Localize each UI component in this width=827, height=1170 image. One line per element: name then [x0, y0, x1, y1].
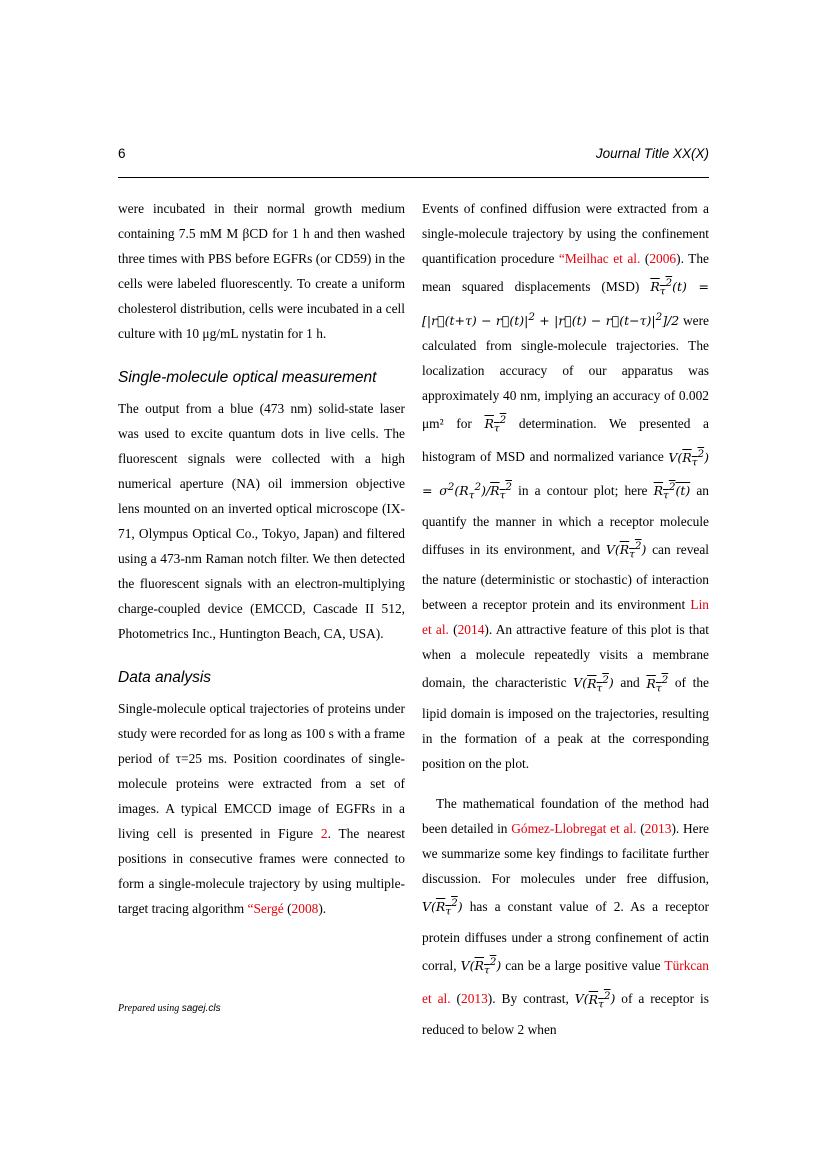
citation-year-link[interactable]: 2013 [461, 991, 488, 1007]
paragraph: The mathematical foundation of the method had been detailed in Gómez-Llobregat et al. (2013). Here we summarize some key findings to facilitate further discussion. For molecules under free diffusion, $V(R_\tau^2)$ has a constant value of 2. As a receptor protein diffuses under a strong confinement of actin corral, $V(R_\tau^2)$ can be a large positive value Türkcan et al. (2013). By contrast, $V(R_\tau^2)$ of a receptor is reduced to below 2 when [422, 796, 710, 1038]
paragraph: Single-molecule optical trajectories of proteins under study were recorded for as long as 100 s with a frame period of τ=25 ms. Position coordinates of single-molecule proteins were extracted from a set of images. A typical EMCCD image of EGFRs in a living cell is presented in Figure 2. The nearest positions in consecutive frames were connected to form a single-molecule trajectory by using multiple-target tracing algorithm “Sergé (2008). [118, 701, 405, 916]
msd-equation: $R_\tau^2(t)$ = [|r⃗(t+τ) − $r⃗(t)|^2$ + |r⃗(t) − $r⃗(t-\tau)|^2]/2$ [422, 277, 709, 328]
math-inline: $R_\tau^2$ [484, 413, 507, 435]
citation-year-link[interactable]: 2006 [649, 251, 677, 266]
paragraph: Events of confined diffusion were extracted from a single-molecule trajectory by using the confinement quantification procedure “Meilhac et al. (2006). The mean squared displacements (MSD) $R_\tau^2(t)$ = [|r⃗(t+τ) − $r⃗(t)|^2$ + |r⃗(t) − $r⃗(t-\tau)|^2]/2$ were calculated from single-molecule trajectories. The localization accuracy of our apparatus was approximately 40 nm, implying an accuracy of 0.002 μm² for $R_\tau^2$ determination. We presented a histogram of MSD and normalized variance $V(R_\tau^2) = \sigma^2(R_\tau^2)/R_\tau^2$ in a contour plot; here $R_\tau^2(t)$ an quantify the manner in which a receptor molecule diffuses in its environment, and $V(R_\tau^2)$ can reveal the nature (deterministic or stochastic) of interaction between a receptor protein and its environment Lin et al. (2014). An attractive feature of this plot is that when a molecule repeatedly visits a membrane domain, the characteristic $V(R_\tau^2)$ and $R_\tau^2$ of the lipid domain is imposed on the trajectories, resulting in the formation of a peak at the corresponding position on the plot. [422, 201, 709, 772]
citation-link[interactable]: “Sergé [247, 901, 284, 916]
math-inline: $V(R_\tau^2)$ [460, 955, 502, 977]
variance-equation: $V(R_\tau^2) = \sigma^2(R_\tau^2)/R_\tau^2$ [422, 447, 709, 502]
citation-year-link[interactable]: 2008 [291, 901, 319, 916]
page-number: 6 [118, 146, 126, 161]
citation-link[interactable]: Lin et al. [422, 597, 709, 638]
header-rule [118, 177, 709, 178]
footer-prepared-text: Prepared using [118, 1003, 180, 1014]
citation-link[interactable]: “Meilhac et al. [558, 251, 641, 266]
math-inline: $V(R_\tau^2)$ [573, 673, 614, 695]
footer [118, 1003, 221, 1014]
section-heading-data-analysis: Data analysis [118, 669, 212, 686]
footer-class-file: sagej.cls [181, 1003, 221, 1014]
journal-title: Journal Title XX(X) [595, 146, 709, 161]
figure-link[interactable]: 2 [320, 826, 328, 841]
math-inline: $V(R_\tau^2)$ [422, 897, 463, 918]
math-inline: $R_\tau^2(t)$ [653, 481, 691, 502]
math-inline: $R_\tau^2$ [646, 673, 669, 695]
citation-link[interactable]: Gómez-Llobregat et al. [511, 821, 637, 837]
citation-link[interactable]: Türkcan et al. [422, 957, 710, 1007]
citation-year-link[interactable]: 2013 [644, 821, 672, 837]
left-column [118, 196, 405, 921]
paragraph: were incubated in their normal growth medium containing 7.5 mM M βCD for 1 h and then washed three times with PBS before EGFRs (or CD59) in the cells were labeled fluorescently. To create a uniform cholesterol distribution, cells were incubated in a cell culture with 10 μg/mL nystatin for 1 h. [118, 201, 405, 341]
running-header [118, 146, 709, 166]
math-inline: $V(R_\tau^2)$ [605, 539, 647, 561]
right-column [422, 196, 709, 1042]
citation-year-link[interactable]: 2014 [457, 622, 485, 638]
math-inline: $V(R_\tau^2)$ [574, 989, 616, 1011]
paragraph: The output from a blue (473 nm) solid-state laser was used to excite quantum dots in live cells. The fluorescent signals were collected with a high numerical aperture (NA) oil immersion objective lens mounted on an inverted optical microscope (IX-71, Olympus Optical Co., Tokyo, Japan) and filtered using a 473-nm Raman notch filter. We then detected the fluorescent signals with an electron-multiplying charge-coupled device (EMCCD, Cascade II 512, Photometrics Inc., Huntington Beach, CA, USA). [118, 401, 405, 641]
section-heading-measurement: Single-molecule optical measurement [118, 369, 377, 386]
